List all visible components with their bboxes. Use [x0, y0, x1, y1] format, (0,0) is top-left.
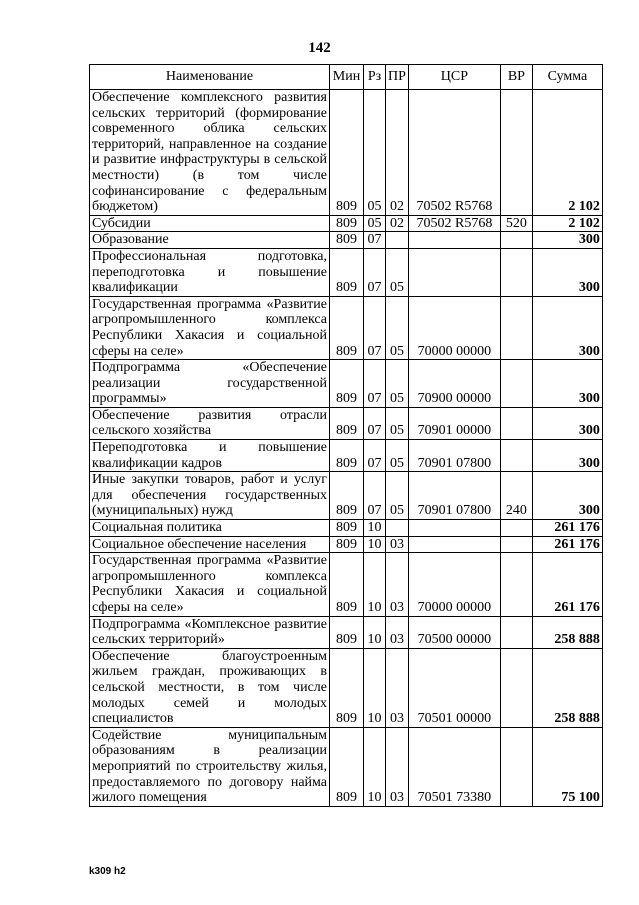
table-header-row [90, 65, 603, 90]
cell-csr: 70500 00000 [408, 616, 500, 648]
cell-rz: 07 [364, 407, 386, 439]
table-row [90, 616, 603, 648]
cell-rz: 07 [364, 472, 386, 520]
cell-pr: 03 [386, 616, 409, 648]
cell-csr: 70502 R5768 [408, 215, 500, 232]
cell-rz: 10 [364, 536, 386, 553]
cell-name: Профессиональная подготовка, переподготовка и повышение квалификации [90, 248, 330, 296]
cell-rz: 10 [364, 616, 386, 648]
header-vr: ВР [500, 65, 532, 90]
table-row [90, 553, 603, 616]
table-row [90, 440, 603, 472]
cell-pr: 02 [386, 90, 409, 216]
cell-pr: 05 [386, 407, 409, 439]
cell-min: 809 [330, 648, 364, 727]
table-row [90, 472, 603, 520]
cell-csr [408, 520, 500, 537]
cell-name: Иные закупки товаров, работ и услуг для обеспечения государственных (муниципальных) нужд [90, 472, 330, 520]
cell-vr [500, 360, 532, 408]
footer-code: k309 h2 [89, 866, 126, 877]
cell-name: Образование [90, 232, 330, 249]
cell-sum: 258 888 [532, 616, 602, 648]
cell-sum: 300 [532, 407, 602, 439]
cell-pr: 05 [386, 360, 409, 408]
cell-pr: 05 [386, 248, 409, 296]
cell-sum: 2 102 [532, 215, 602, 232]
cell-sum: 300 [532, 440, 602, 472]
table-row [90, 248, 603, 296]
cell-pr: 03 [386, 648, 409, 727]
cell-pr: 03 [386, 727, 409, 806]
header-min: Мин [330, 65, 364, 90]
cell-csr: 70901 07800 [408, 472, 500, 520]
cell-pr: 05 [386, 440, 409, 472]
cell-csr: 70501 73380 [408, 727, 500, 806]
cell-min: 809 [330, 553, 364, 616]
cell-sum: 300 [532, 232, 602, 249]
cell-sum: 300 [532, 472, 602, 520]
cell-vr [500, 232, 532, 249]
cell-min: 809 [330, 232, 364, 249]
budget-table [89, 64, 603, 807]
cell-min: 809 [330, 90, 364, 216]
table-row [90, 360, 603, 408]
table-row [90, 648, 603, 727]
cell-vr [500, 248, 532, 296]
cell-pr: 05 [386, 472, 409, 520]
cell-rz: 05 [364, 215, 386, 232]
cell-csr: 70501 00000 [408, 648, 500, 727]
cell-vr [500, 648, 532, 727]
cell-min: 809 [330, 248, 364, 296]
cell-name: Государственная программа «Развитие агропромышленного комплекса Республики Хакасия и социальной сферы на селе» [90, 296, 330, 359]
cell-vr [500, 407, 532, 439]
cell-vr [500, 520, 532, 537]
cell-min: 809 [330, 215, 364, 232]
cell-min: 809 [330, 296, 364, 359]
cell-vr [500, 90, 532, 216]
cell-name: Социальное обеспечение населения [90, 536, 330, 553]
header-csr: ЦСР [408, 65, 500, 90]
cell-pr: 03 [386, 553, 409, 616]
cell-name: Подпрограмма «Комплексное развитие сельских территорий» [90, 616, 330, 648]
cell-rz: 07 [364, 232, 386, 249]
cell-rz: 07 [364, 360, 386, 408]
cell-rz: 07 [364, 248, 386, 296]
cell-csr: 70000 00000 [408, 296, 500, 359]
cell-name: Обеспечение комплексного развития сельских территорий (формирование современного облика сельских территорий, направленное на создание и развитие инфраструктуры в сельской местности) (в том числе софинансирование с федеральным бюджетом) [90, 90, 330, 216]
table-row [90, 520, 603, 537]
cell-vr [500, 536, 532, 553]
cell-rz: 07 [364, 440, 386, 472]
cell-csr: 70900 00000 [408, 360, 500, 408]
cell-pr: 05 [386, 296, 409, 359]
cell-vr [500, 616, 532, 648]
cell-csr: 70901 00000 [408, 407, 500, 439]
cell-min: 809 [330, 360, 364, 408]
table-row [90, 296, 603, 359]
cell-sum: 258 888 [532, 648, 602, 727]
cell-sum: 261 176 [532, 536, 602, 553]
header-rz: Рз [364, 65, 386, 90]
cell-min: 809 [330, 440, 364, 472]
cell-rz: 07 [364, 296, 386, 359]
cell-csr: 70000 00000 [408, 553, 500, 616]
cell-vr: 520 [500, 215, 532, 232]
cell-csr: 70901 07800 [408, 440, 500, 472]
cell-sum: 300 [532, 296, 602, 359]
table-row [90, 232, 603, 249]
cell-rz: 05 [364, 90, 386, 216]
cell-min: 809 [330, 616, 364, 648]
header-name: Наименование [90, 65, 330, 90]
cell-pr: 02 [386, 215, 409, 232]
cell-rz: 10 [364, 520, 386, 537]
cell-name: Обеспечение благоустроенным жильем граждан, проживающих в сельской местности, в том числе молодых семей и молодых специалистов [90, 648, 330, 727]
cell-rz: 10 [364, 727, 386, 806]
cell-name: Подпрограмма «Обеспечение реализации государственной программы» [90, 360, 330, 408]
cell-csr [408, 232, 500, 249]
table-row [90, 90, 603, 216]
table-row [90, 536, 603, 553]
cell-name: Содействие муниципальным образованиям в реализации мероприятий по строительству жилья, предоставляемого по договору найма жилого помещения [90, 727, 330, 806]
cell-rz: 10 [364, 553, 386, 616]
cell-vr [500, 553, 532, 616]
page-number: 142 [308, 40, 331, 56]
cell-min: 809 [330, 472, 364, 520]
cell-sum: 300 [532, 360, 602, 408]
cell-pr: 03 [386, 536, 409, 553]
cell-name: Обеспечение развития отрасли сельского хозяйства [90, 407, 330, 439]
cell-sum: 2 102 [532, 90, 602, 216]
cell-name: Переподготовка и повышение квалификации кадров [90, 440, 330, 472]
table-body [90, 90, 603, 807]
cell-sum: 75 100 [532, 727, 602, 806]
cell-csr [408, 248, 500, 296]
cell-name: Государственная программа «Развитие агропромышленного комплекса Республики Хакасия и социальной сферы на селе» [90, 553, 330, 616]
cell-name: Субсидии [90, 215, 330, 232]
cell-min: 809 [330, 407, 364, 439]
cell-name: Социальная политика [90, 520, 330, 537]
cell-pr [386, 232, 409, 249]
cell-vr [500, 296, 532, 359]
cell-vr [500, 727, 532, 806]
cell-vr: 240 [500, 472, 532, 520]
cell-sum: 261 176 [532, 553, 602, 616]
cell-min: 809 [330, 536, 364, 553]
cell-csr [408, 536, 500, 553]
table-row [90, 727, 603, 806]
table-row [90, 215, 603, 232]
cell-csr: 70502 R5768 [408, 90, 500, 216]
header-sum: Сумма [532, 65, 602, 90]
cell-rz: 10 [364, 648, 386, 727]
cell-sum: 300 [532, 248, 602, 296]
cell-min: 809 [330, 727, 364, 806]
cell-pr [386, 520, 409, 537]
cell-vr [500, 440, 532, 472]
cell-min: 809 [330, 520, 364, 537]
cell-sum: 261 176 [532, 520, 602, 537]
header-pr: ПР [386, 65, 409, 90]
table-row [90, 407, 603, 439]
